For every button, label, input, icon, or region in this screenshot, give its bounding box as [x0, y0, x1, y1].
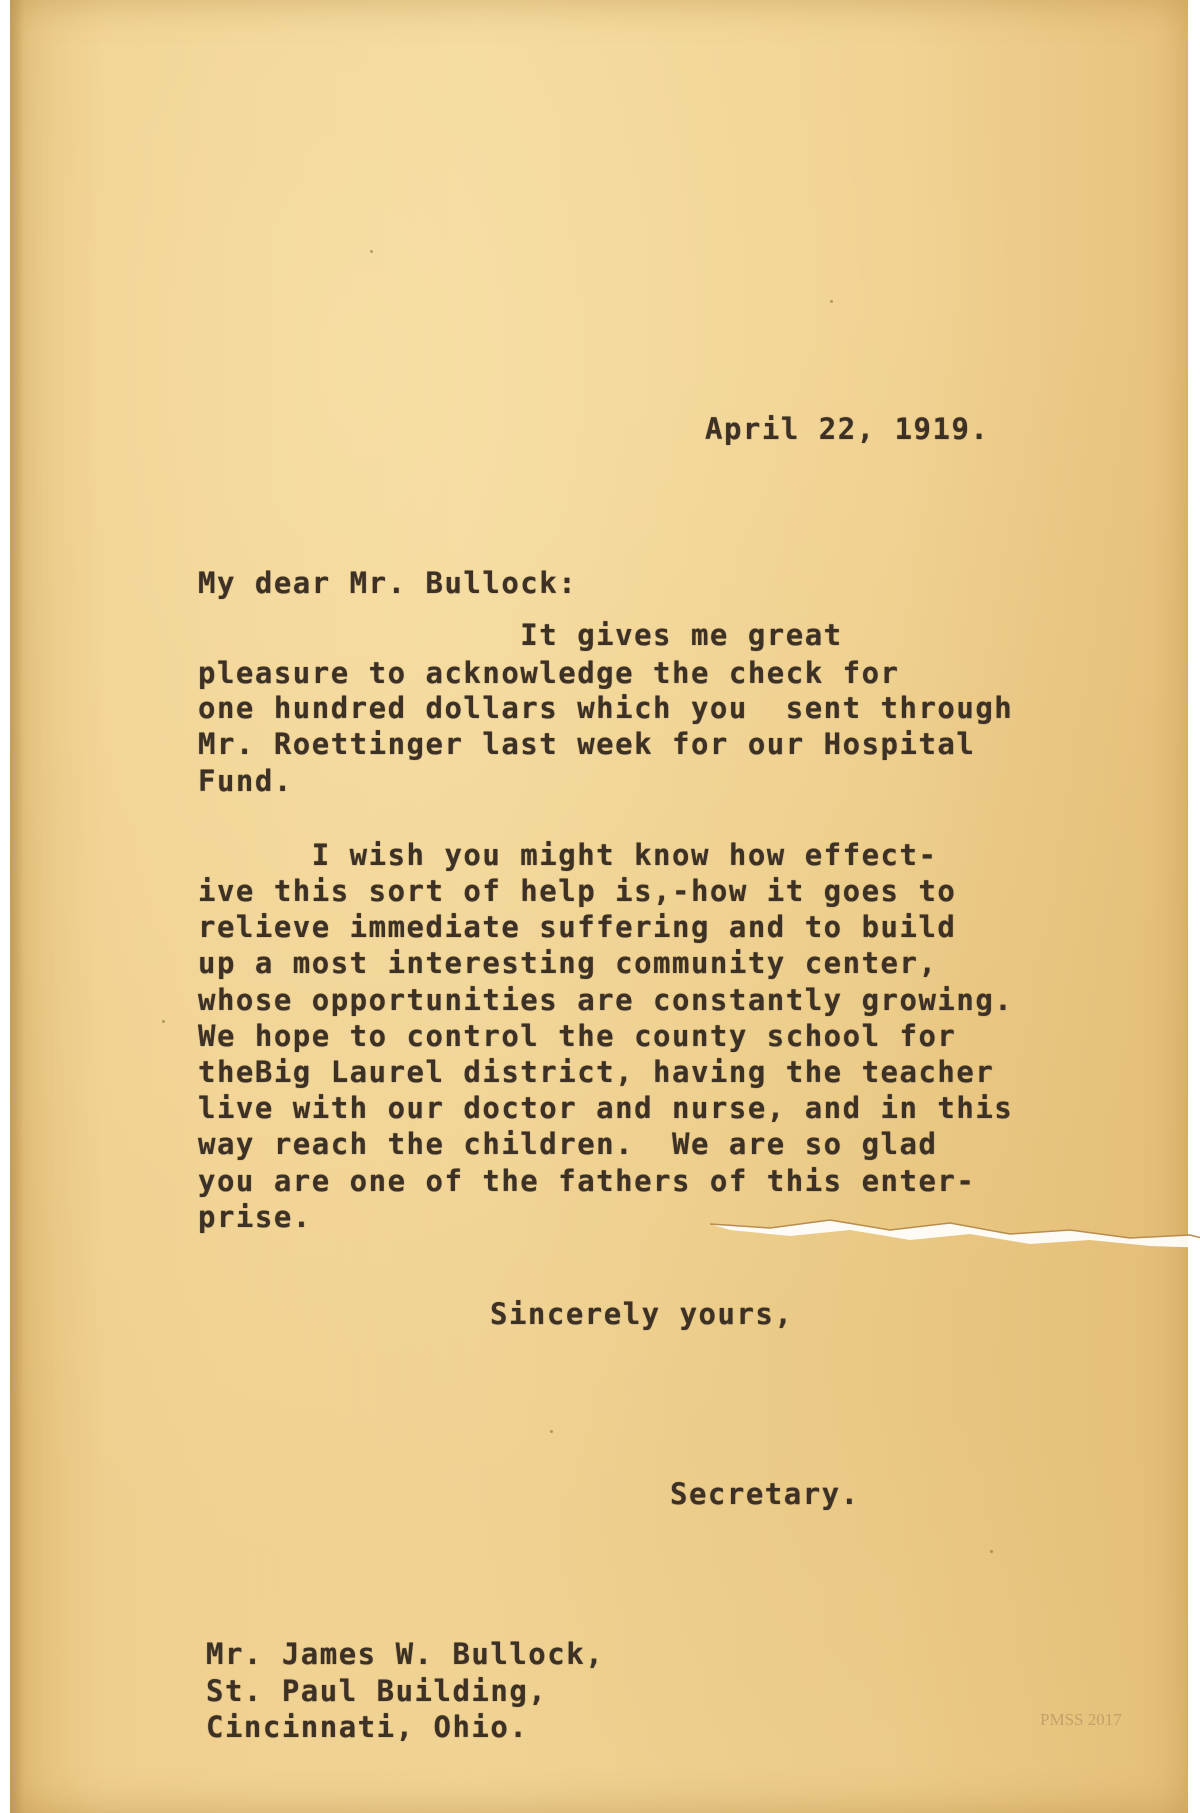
letter-date: April 22, 1919. [705, 412, 990, 446]
recipient-address-line: Cincinnati, Ohio. [206, 1710, 529, 1744]
recipient-address-line: Mr. James W. Bullock, [206, 1637, 605, 1671]
paragraph-2-line: relieve immediate suffering and to build [198, 910, 957, 944]
paragraph-2-line: whose opportunities are constantly growing. [198, 983, 1014, 1017]
paragraph-2-line: up a most interesting community center, [198, 946, 938, 980]
paragraph-1-line: pleasure to acknowledge the check for [198, 656, 900, 690]
signature-title: Secretary. [670, 1477, 860, 1511]
paragraph-1-line: one hundred dollars which you sent through [198, 691, 1014, 725]
paragraph-2-line: prise. [198, 1200, 312, 1234]
paragraph-2-line: I wish you might know how effect- [198, 838, 938, 872]
salutation: My dear Mr. Bullock: [198, 566, 578, 600]
paragraph-2-line: ive this sort of help is,-how it goes to [198, 874, 957, 908]
paragraph-2-line: We hope to control the county school for [198, 1019, 957, 1053]
paper-worn-edge [10, 0, 24, 1813]
paragraph-1-line: It gives me great [198, 618, 843, 652]
paragraph-1-line: Mr. Roettinger last week for our Hospital [198, 727, 976, 761]
paragraph-1-line: Fund. [198, 764, 293, 798]
paper-tear [710, 1190, 1200, 1250]
paragraph-2-line: theBig Laurel district, having the teacher [198, 1055, 995, 1089]
paper-speck [162, 1020, 165, 1023]
paragraph-2-line: way reach the children. We are so glad [198, 1127, 938, 1161]
paper-speck [990, 1550, 993, 1553]
paper-speck [370, 250, 373, 253]
paragraph-2-line: live with our doctor and nurse, and in this [198, 1091, 1014, 1125]
paper-speck [830, 300, 833, 303]
archive-watermark: PMSS 2017 [1040, 1710, 1122, 1729]
paper-speck [550, 1430, 553, 1433]
paper-sheet [10, 0, 1188, 1813]
recipient-address-line: St. Paul Building, [206, 1674, 548, 1708]
closing: Sincerely yours, [490, 1297, 794, 1331]
paragraph-2-line: you are one of the fathers of this enter- [198, 1164, 976, 1198]
